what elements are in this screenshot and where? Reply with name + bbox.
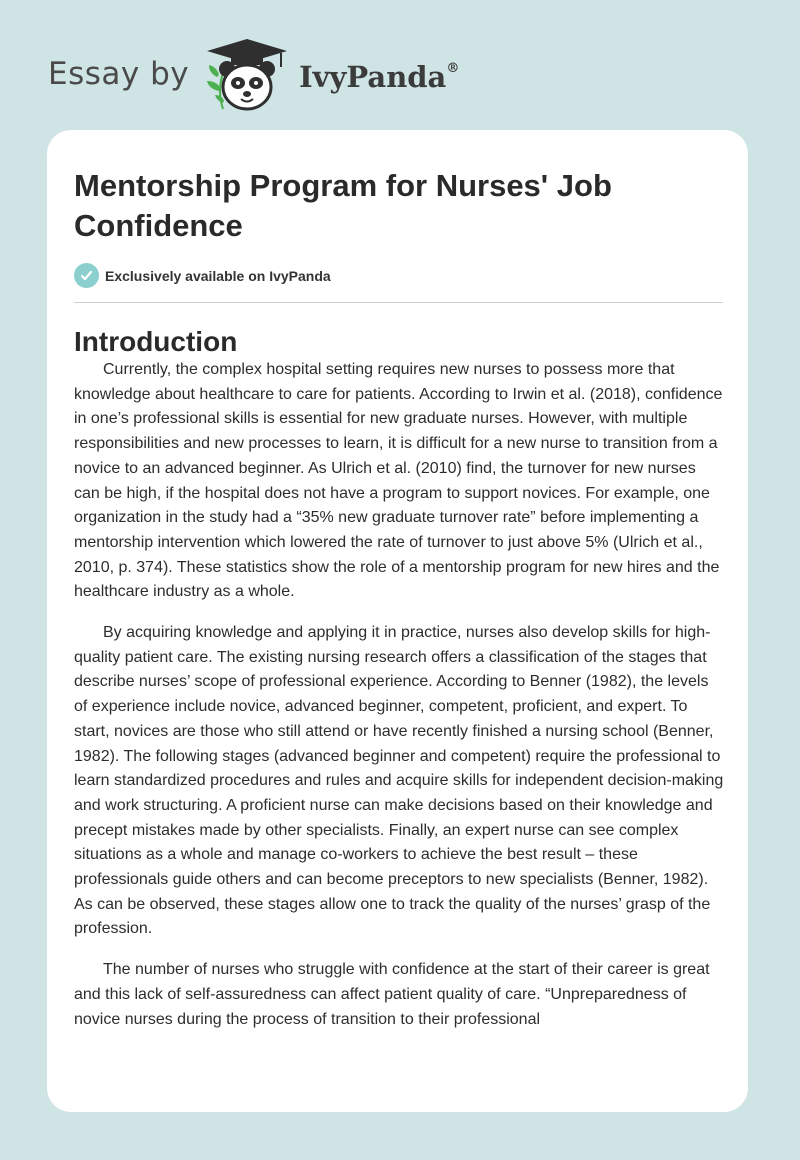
essay-card	[47, 130, 748, 1112]
site-header	[48, 34, 459, 114]
checkmark-icon	[74, 263, 99, 288]
divider	[74, 302, 723, 303]
paragraph: By acquiring knowledge and applying it in practice, nurses also develop skills for high-quality patient care. The existing nursing research offers a classification of the stages that describe nurses’ scope of professional experience. According to Benner (1982), the levels of experience include novice, advanced beginner, competent, proficient, and expert. To start, novices are those who still attend or have recently finished a nursing school (Benner, 1982). The following stages (advanced beginner and competent) require the professional to learn standardized procedures and rules and acquire skills for independent decision-making and work structuring. A proficient nurse can make decisions based on their knowledge and precept mistakes made by other specialists. Finally, an expert nurse can see complex situations as a whole and manage co-workers to achieve the best result – these professionals guide others and can become preceptors to new specialists (Benner, 1982). As can be observed, these stages allow one to track the quality of the nurses’ grasp of the profession.	[74, 624, 724, 938]
panda-graduate-icon	[201, 37, 293, 113]
page-title: Mentorship Program for Nurses' Job Confidence	[74, 168, 612, 243]
essay-by-label: Essay by	[48, 56, 190, 92]
brand-name: IvyPanda®	[299, 60, 460, 94]
section-heading: Introduction	[74, 326, 238, 357]
badge-label: Exclusively available on IvyPanda	[105, 267, 331, 284]
paragraph: Currently, the complex hospital setting requires new nurses to possess more that knowledge about healthcare to care for patients. According to Irwin et al. (2018), confidence in one’s professional skills is essential for new graduate nurses. However, with multiple responsibilities and new processes to learn, it is difficult for a new nurse to transition from a novice to an advanced beginner. As Ulrich et al. (2010) find, the turnover for new nurses can be high, if the hospital does not have a program to support novices. For example, one organization in the study had a “35% new graduate turnover rate” before implementing a mentorship intervention which lowered the rate of turnover to just above 5% (Ulrich et al., 2010, p. 374). These statistics show the role of a mentorship program for new hires and the healthcare industry as a whole.	[74, 361, 723, 601]
exclusive-badge	[74, 263, 331, 288]
article-body	[74, 358, 724, 1048]
paragraph: The number of nurses who struggle with confidence at the start of their career is great and this lack of self-assuredness can affect patient quality of care. “Unpreparedness of novice nurses during the process of transition to their professional	[74, 961, 710, 1028]
